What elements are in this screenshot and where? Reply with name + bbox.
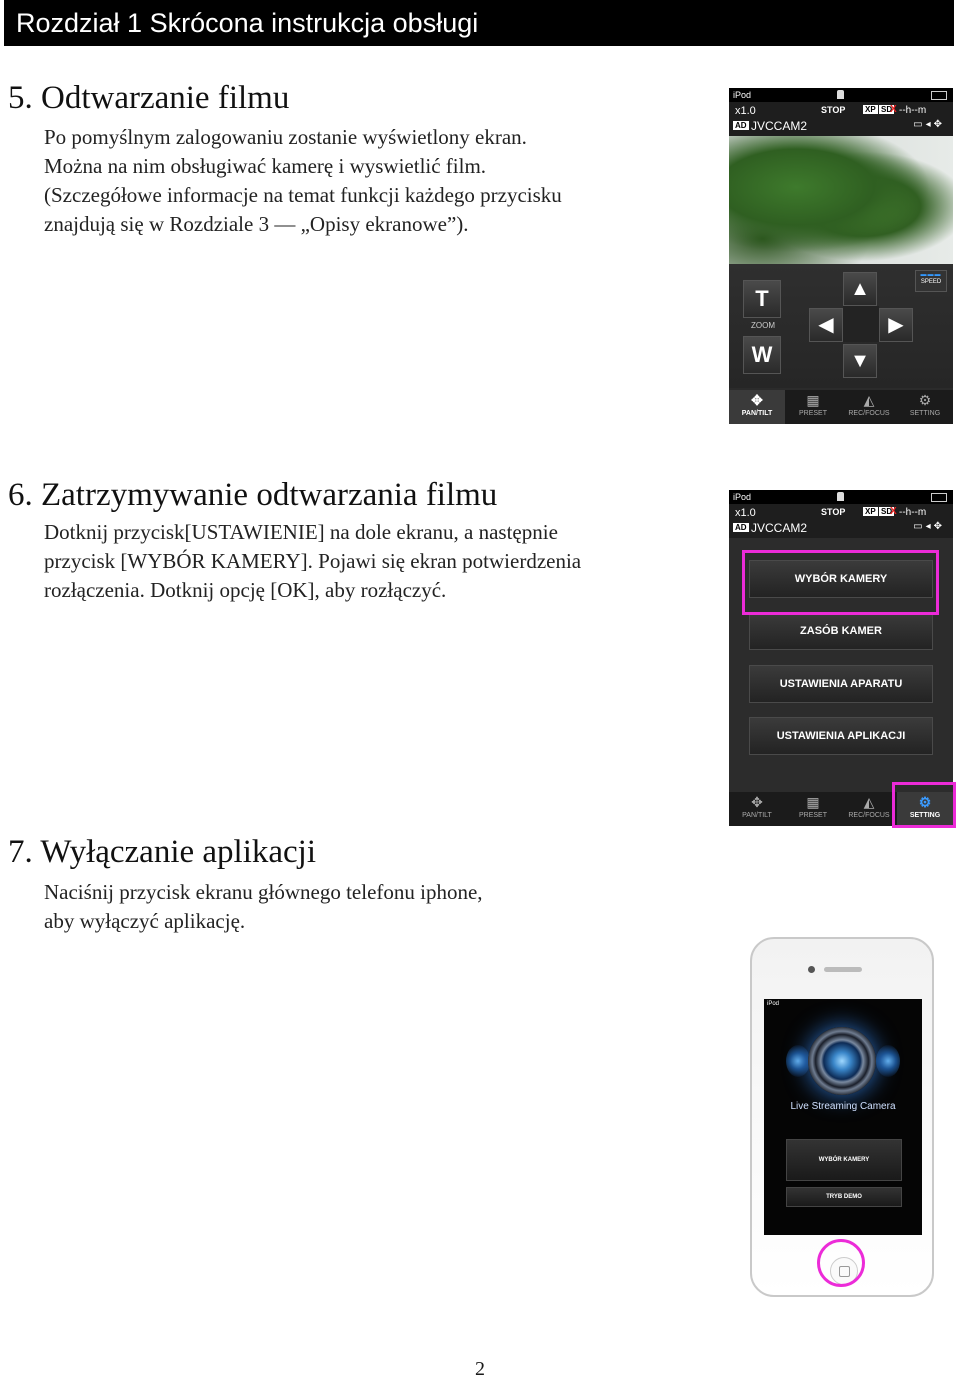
lens-left-icon — [786, 1045, 810, 1077]
section-6-line: rozłączenia. Dotknij opcję [OK], aby rozłączyć. — [44, 578, 447, 602]
camera-settings-button[interactable]: USTAWIENIA APARATU — [749, 665, 933, 703]
zoom-label: ZOOM — [751, 321, 775, 330]
camera-status-bar — [729, 102, 953, 136]
section-5-body — [44, 123, 562, 239]
battery-icon — [931, 91, 947, 100]
move-icon: ✥ — [751, 794, 763, 810]
tab-rec-focus[interactable]: ◭ REC/FOCUS — [841, 792, 897, 826]
zoom-level: x1.0 — [735, 507, 756, 519]
speed-bars-icon: ▬▬▬ — [920, 272, 942, 278]
camera-status-bar — [729, 504, 953, 538]
x-mark: X — [890, 104, 897, 115]
section-6-line: przycisk [WYBÓR KAMERY]. Pojawi się ekran potwierdzenia — [44, 549, 582, 573]
app-settings-button[interactable]: USTAWIENIA APLIKACJI — [749, 717, 933, 755]
camera-lens-logo-icon — [808, 1027, 876, 1095]
status-bar — [729, 490, 953, 504]
camera-name: JVCCAM2 — [751, 521, 808, 535]
iphone-status-bar: iPod — [767, 1001, 780, 1007]
preset-grid-icon: ▦ — [806, 392, 820, 408]
timecode: --h--m — [899, 507, 927, 518]
audio-icons: ▭◂✥ — [913, 521, 945, 532]
focus-icon: ◭ — [863, 794, 875, 810]
preset-grid-icon: ▦ — [806, 794, 820, 810]
audio-icons: ▭◂✥ — [913, 119, 945, 130]
section-6-title: 6. Zatrzymywanie odtwarzania filmu — [8, 477, 498, 513]
chapter-header: Rozdział 1 Skrócona instrukcja obsługi — [4, 0, 954, 46]
gear-icon: ⚙ — [918, 392, 932, 408]
tilt-up-button[interactable]: ▲ — [843, 272, 877, 306]
tab-setting[interactable]: ⚙ SETTING — [897, 792, 953, 826]
section-7-line: aby wyłączyć aplikację. — [44, 909, 246, 933]
pan-tilt-screenshot — [729, 88, 953, 424]
battery-icon — [931, 493, 947, 502]
section-5-line: (Szczegółowe informacje na temat funkcji każdego przycisku — [44, 183, 562, 207]
xp-badge: XP — [865, 105, 876, 114]
highlight-home-button — [817, 1239, 865, 1287]
iphone-screen — [764, 999, 922, 1235]
carrier-label: iPod — [733, 90, 752, 100]
sd-badge: SD — [881, 507, 893, 516]
section-5-line: Po pomyślnym zalogowaniu zostanie wyświetlony ekran. — [44, 125, 527, 149]
rec-state: STOP — [821, 105, 846, 115]
zoom-wide-button[interactable]: W — [743, 336, 781, 374]
gear-icon: ⚙ — [918, 794, 932, 810]
page-number: 2 — [475, 1358, 485, 1380]
section-5-line: Można na nim obsługiwać kamerę i wyswietlić film. — [44, 154, 487, 178]
speed-button[interactable] — [915, 270, 947, 292]
camera-select-button[interactable]: WYBÓR KAMERY — [786, 1139, 902, 1181]
camera-list-button[interactable]: ZASÓB KAMER — [749, 612, 933, 650]
front-camera-icon — [808, 966, 815, 973]
status-bar — [729, 88, 953, 102]
pad-center — [843, 306, 879, 342]
highlight-camera-select — [742, 550, 939, 615]
highlight-setting-tab — [892, 782, 956, 828]
pan-left-button[interactable]: ◀ — [809, 308, 843, 342]
tilt-down-button[interactable]: ▼ — [843, 344, 877, 378]
section-7-line: Naciśnij przycisk ekranu głównego telefonu iphone, — [44, 880, 483, 904]
speed-label: SPEED — [920, 279, 942, 285]
section-6-line: Dotknij przycisk[USTAWIENIE] na dole ekranu, a następnie — [44, 520, 558, 544]
carrier-label: iPod — [733, 492, 752, 502]
camera-select-button[interactable]: WYBÓR KAMERY — [749, 560, 933, 598]
section-5-line: znajdują się w Rozdziale 3 ― „Opisy ekranowe”). — [44, 212, 469, 236]
settings-screenshot — [729, 490, 953, 826]
timecode: --h--m — [899, 105, 927, 116]
section-5-title: 5. Odtwarzanie filmu — [8, 80, 290, 116]
tab-rec-focus[interactable]: ◭ REC/FOCUS — [841, 390, 897, 424]
demo-mode-button[interactable]: TRYB DEMO — [786, 1187, 902, 1207]
lens-right-icon — [876, 1045, 900, 1077]
x-mark: X — [890, 506, 897, 517]
tab-bar — [729, 390, 953, 424]
sd-badge: SD — [881, 105, 893, 114]
section-6-body — [44, 518, 581, 605]
lock-icon — [837, 492, 844, 501]
tab-pan-tilt[interactable]: ✥ PAN/TILT — [729, 390, 785, 424]
section-7-title: 7. Wyłączanie aplikacji — [8, 834, 317, 870]
focus-icon: ◭ — [863, 392, 875, 408]
tab-preset[interactable]: ▦ PRESET — [785, 390, 841, 424]
move-icon: ✥ — [751, 392, 763, 408]
speaker-icon — [824, 967, 862, 972]
xp-badge: XP — [865, 507, 876, 516]
tab-setting[interactable]: ⚙ SETTING — [897, 390, 953, 424]
zoom-tele-button[interactable]: T — [743, 280, 781, 318]
zoom-level: x1.0 — [735, 105, 756, 117]
section-7-body — [44, 878, 483, 936]
rec-state: STOP — [821, 507, 846, 517]
ad-badge: AD — [735, 121, 747, 130]
tab-pan-tilt[interactable]: ✥ PAN/TILT — [729, 792, 785, 826]
pan-right-button[interactable]: ▶ — [879, 308, 913, 342]
lock-icon — [837, 90, 844, 99]
camera-name: JVCCAM2 — [751, 119, 808, 133]
ad-badge: AD — [735, 523, 747, 532]
app-title: Live Streaming Camera — [790, 1101, 896, 1112]
video-preview — [729, 136, 953, 264]
tab-preset[interactable]: ▦ PRESET — [785, 792, 841, 826]
pan-tilt-controls — [729, 264, 953, 388]
